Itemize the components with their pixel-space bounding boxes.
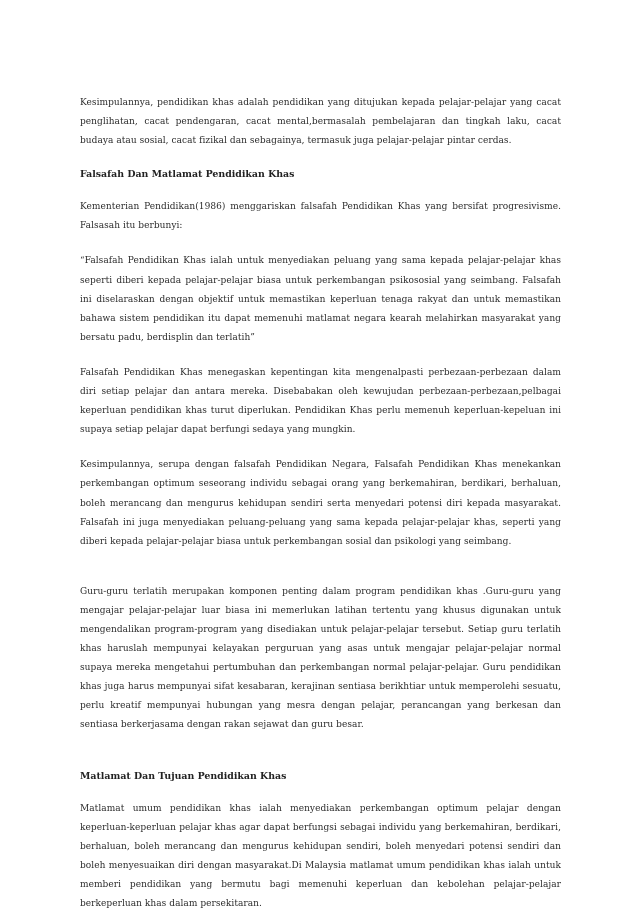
paragraph-matlamat-umum: Matlamat umum pendidikan khas ialah menyediakan perkembangan optimum pelajar dengan keperluan-keperluan pelajar khas agar dapat berfungsi sebagai individu yang berkemahiran, berdikari, berhaluan, boleh merancang dan mengurus kehidupan sendiri, boleh menyedari potensi sendiri dan boleh menyesuaikan diri dengan masyarakat.Di Malaysia matlamat umum pendidikan khas ialah untuk memberi pendidikan yang bermutu bagi memenuhi keperluan dan kebolehan pelajar-pelajar berkeperluan khas dalam persekitaran. [80, 803, 561, 909]
paragraph-summary-intro: Kesimpulannya, pendidikan khas adalah pendidikan yang ditujukan kepada pelajar-pelajar yang cacat penglihatan, cacat pendengaran, cacat mental,bermasalah pembelajaran dan tingkah laku, cacat budaya atau sosial, cacat fizikal dan sebagainya, termasuk juga pelajar-pelajar pintar cerdas. [80, 98, 561, 147]
document-page [80, 94, 561, 914]
heading-falsafah-matlamat: Falsafah Dan Matlamat Pendidikan Khas [80, 169, 295, 181]
paragraph-kementerian: Kementerian Pendidikan(1986) menggariskan falsafah Pendidikan Khas yang bersifat progresivisme. Falsasah itu berbunyi: [80, 202, 561, 232]
paragraph-guru-terlatih: Guru-guru terlatih merupakan komponen penting dalam program pendidikan khas .Guru-guru yang mengajar pelajar-pelajar luar biasa ini memerlukan latihan tertentu yang khusus digunakan untuk mengendalikan program-program yang disediakan untuk pelajar-pelajar tersebut. Setiap guru terlatih khas haruslah mempunyai kelayakan perguruan yang asas untuk mengajar pelajar-pelajar normal supaya mereka mengetahui pertumbuhan dan perkembangan normal pelajar-pelajar. Guru pendidikan khas juga harus mempunyai sifat kesabaran, kerajinan sentiasa berikhtiar untuk memperolehi sesuatu, perlu kreatif mempunyai hubungan yang mesra dengan pelajar, perancangan yang berkesan dan sentiasa berkerjasama dengan rakan sejawat dan guru besar. [80, 586, 561, 731]
paragraph-falsafah-quote: “Falsafah Pendidikan Khas ialah untuk menyediakan peluang yang sama kepada pelajar-pelajar khas seperti diberi kepada pelajar-pelajar biasa untuk perkembangan psikososial yang seimbang. Falsafah ini diselaraskan dengan objektif untuk memastikan keperluan tenaga rakyat dan untuk memastikan bahawa sistem pendidikan itu dapat memenuhi matlamat negara kearah melahirkan masyarakat yang bersatu padu, berdisplin dan terlatih” [80, 256, 561, 343]
paragraph-kesimpulan-falsafah: Kesimpulannya, serupa dengan falsafah Pendidikan Negara, Falsafah Pendidikan Khas menekankan perkembangan optimum seseorang individu sebagai orang yang berkemahiran, berdikari, berhaluan, boleh merancang dan mengurus kehidupan sendiri serta menyedari potensi diri kepada masyarakat. Falsafah ini juga menyediakan peluang-peluang yang sama kepada pelajar-pelajar khas, seperti yang diberi kepada pelajar-pelajar biasa untuk perkembangan sosial dan psikologi yang seimbang. [80, 460, 561, 547]
paragraph-falsafah-perbezaan: Falsafah Pendidikan Khas menegaskan kepentingan kita mengenalpasti perbezaan-perbezaan dalam diri setiap pelajar dan antara mereka. Disebabakan oleh kewujudan perbezaan-perbezaan,pelbagai keperluan pendidikan khas turut diperlukan. Pendidikan Khas perlu memenuh keperluan-kepeluan ini supaya setiap pelajar dapat berfungi sedaya yang mungkin. [80, 367, 561, 436]
heading-matlamat-tujuan: Matlamat Dan Tujuan Pendidikan Khas [80, 770, 287, 782]
